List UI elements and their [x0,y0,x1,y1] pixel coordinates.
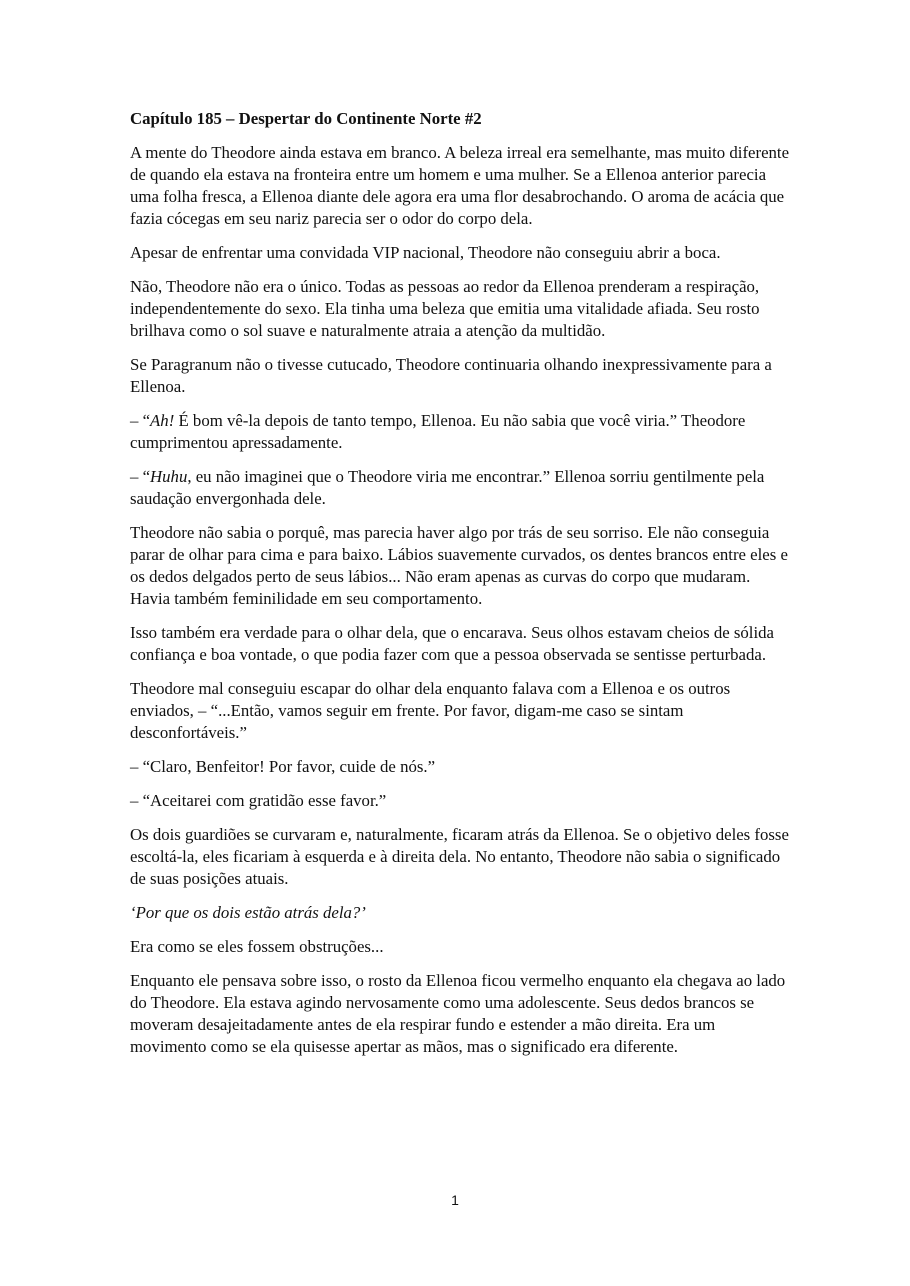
paragraph-text: Enquanto ele pensava sobre isso, o rosto da Ellenoa ficou vermelho enquanto ela chegava ao lado do Theodore. Ela estava agindo nervosamente como uma adolescente. Seus dedos brancos se moveram desajeitadamente antes de ela respirar fundo e estender a mão direita. Era um movimento como se ela quisesse apertar as mãos, mas o significado era diferente. [130,971,786,1056]
body-paragraph [130,902,790,924]
paragraph-text: , eu não imaginei que o Theodore viria me encontrar.” Ellenoa sorriu gentilmente pela saudação envergonhada dele. [130,467,765,508]
paragraph-text: Isso também era verdade para o olhar dela, que o encarava. Seus olhos estavam cheios de sólida confiança e boa vontade, o que podia fazer com que a pessoa observada se sentisse perturbada. [130,623,774,664]
paragraph-text: Os dois guardiões se curvaram e, naturalmente, ficaram atrás da Ellenoa. Se o objetivo deles fosse escoltá-la, eles ficariam à esquerda e à direita dela. No entanto, Theodore não sabia o significado de suas posições atuais. [130,825,789,888]
body-paragraph [130,824,790,890]
page-number: 1 [451,1192,459,1208]
paragraph-text: – “ [130,411,151,430]
paragraph-text: Não, Theodore não era o único. Todas as pessoas ao redor da Ellenoa prenderam a respiração, independentemente do sexo. Ela tinha uma beleza que emitia uma vitalidade afiada. Seu rosto brilhava como o sol suave e naturalmente atraia a atenção da multidão. [130,277,760,340]
paragraph-text: – “Aceitarei com gratidão esse favor.” [130,791,387,810]
paragraph-list [130,142,790,1058]
paragraph-text: – “ [130,467,151,486]
body-paragraph [130,410,790,454]
italic-text: Huhu [150,467,188,486]
chapter-title: Capítulo 185 – Despertar do Continente Norte #2 [130,109,482,128]
body-paragraph [130,970,790,1058]
body-paragraph [130,142,790,230]
body-paragraph [130,354,790,398]
body-paragraph [130,242,790,264]
body-paragraph [130,678,790,744]
paragraph-text: Se Paragranum não o tivesse cutucado, Theodore continuaria olhando inexpressivamente para a Ellenoa. [130,355,772,396]
body-paragraph [130,756,790,778]
paragraph-text: Era como se eles fossem obstruções... [130,937,384,956]
paragraph-text: – “Claro, Benfeitor! Por favor, cuide de nós.” [130,757,436,776]
paragraph-text: Apesar de enfrentar uma convidada VIP nacional, Theodore não conseguiu abrir a boca. [130,243,721,262]
body-paragraph [130,936,790,958]
body-paragraph [130,522,790,610]
body-paragraph [130,466,790,510]
body-paragraph [130,790,790,812]
paragraph-text: Theodore não sabia o porquê, mas parecia haver algo por trás de seu sorriso. Ele não conseguia parar de olhar para cima e para baixo. Lábios suavemente curvados, os dentes brancos entre eles e os dedos delgados perto de seus lábios... Não eram apenas as curvas do corpo que mudaram. Havia também feminilidade em seu comportamento. [130,523,788,608]
paragraph-text: É bom vê-la depois de tanto tempo, Ellenoa. Eu não sabia que você viria.” Theodore cumprimentou apressadamente. [130,411,746,452]
document-body [130,108,790,1070]
body-paragraph [130,276,790,342]
italic-text: Ah! [150,411,175,430]
body-paragraph [130,622,790,666]
italic-text: ‘Por que os dois estão atrás dela?’ [130,903,366,922]
paragraph-text: Theodore mal conseguiu escapar do olhar dela enquanto falava com a Ellenoa e os outros enviados, – “...Então, vamos seguir em frente. Por favor, digam-me caso se sintam desconfortáveis.” [130,679,731,742]
paragraph-text: A mente do Theodore ainda estava em branco. A beleza irreal era semelhante, mas muito diferente de quando ela estava na fronteira entre um homem e uma mulher. Se a Ellenoa anterior parecia uma folha fresca, a Ellenoa diante dele agora era uma flor desabrochando. O aroma de acácia que fazia cócegas em seu nariz parecia ser o odor do corpo dela. [130,143,790,228]
